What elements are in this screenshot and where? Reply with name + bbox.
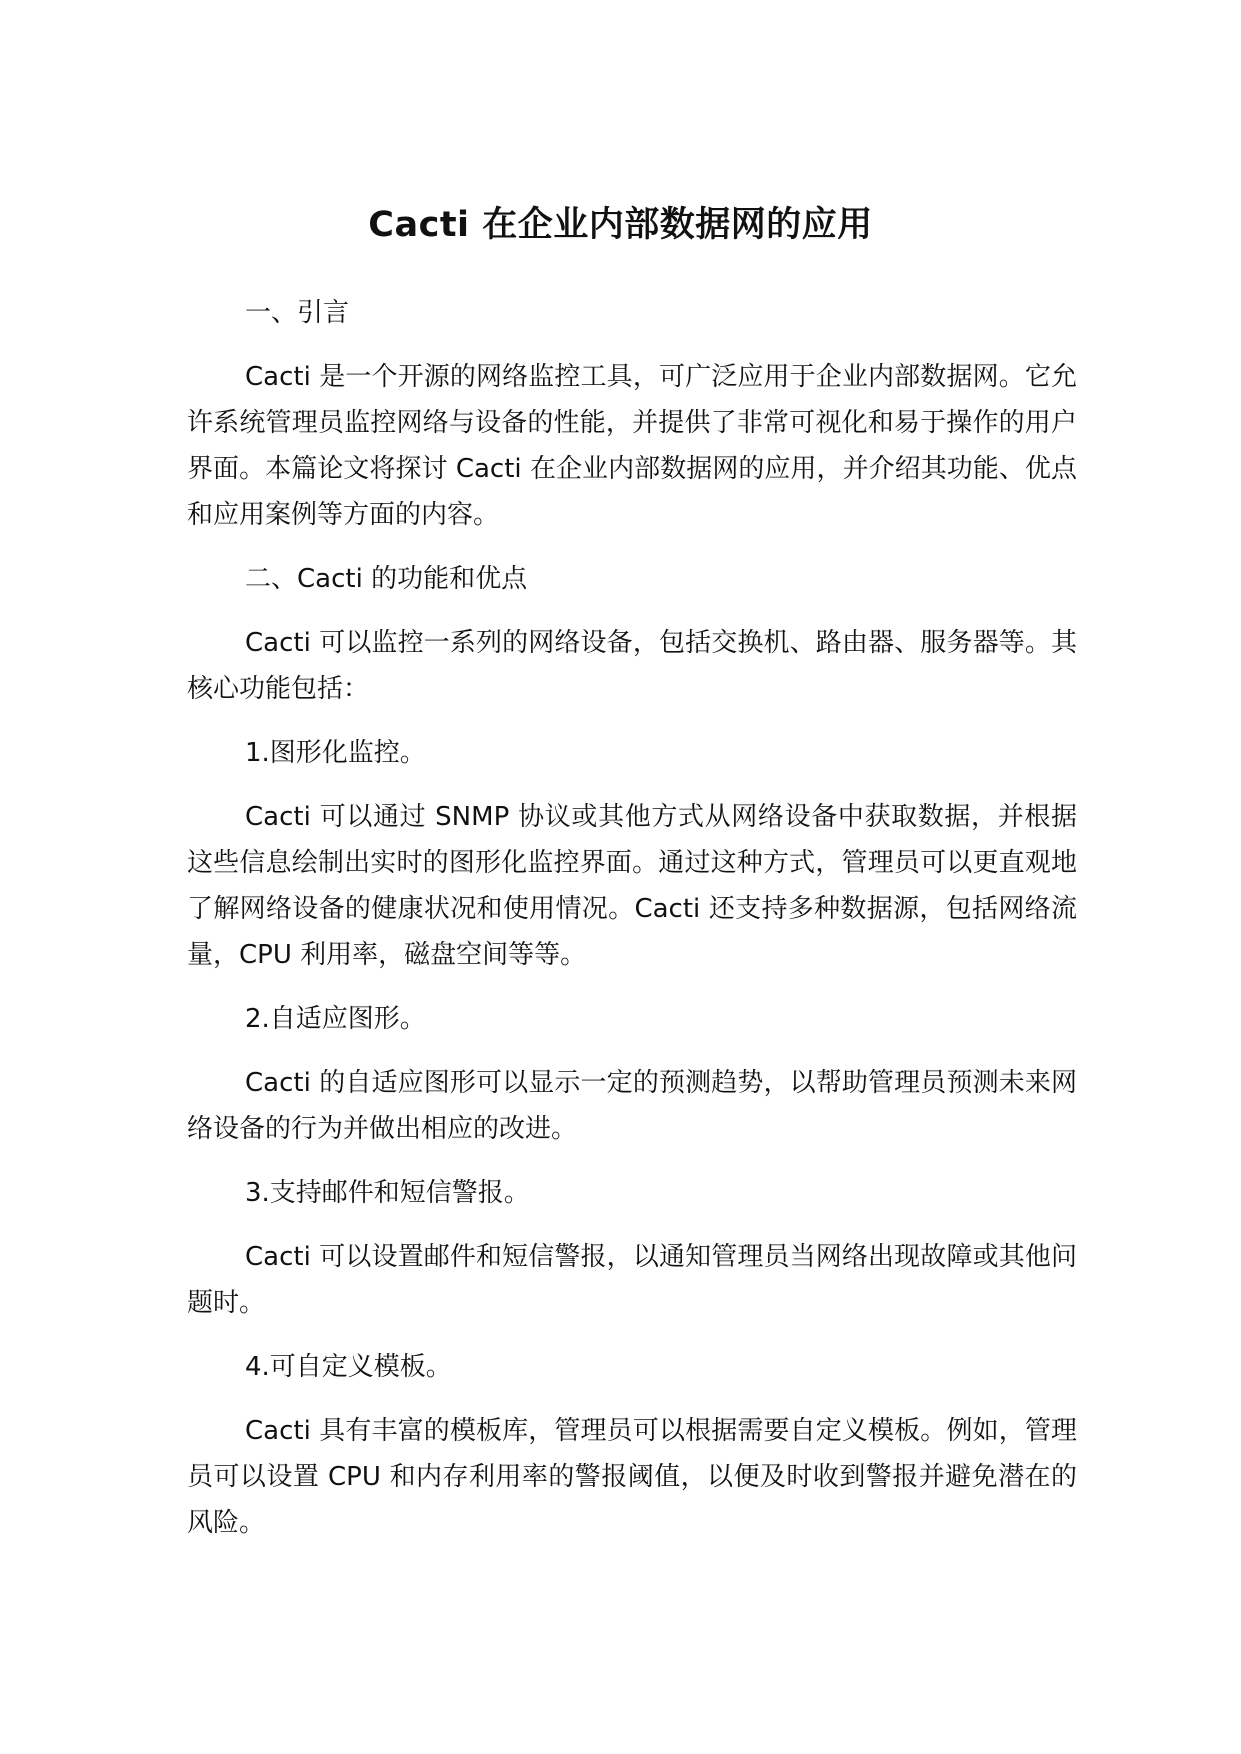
document-body	[187, 290, 1077, 1564]
paragraph-alerts: Cacti 可以设置邮件和短信警报，以通知管理员当网络出现故障或其他问题时。	[187, 1242, 1077, 1318]
feature-heading-graphical-monitoring: 1.图形化监控。	[245, 738, 426, 768]
feature-heading-alerts: 3.支持邮件和短信警报。	[245, 1178, 530, 1208]
feature-heading-adaptive-graphs: 2.自适应图形。	[245, 1004, 426, 1034]
section-heading-intro: 一、引言	[245, 298, 350, 328]
paragraph-adaptive-graphs: Cacti 的自适应图形可以显示一定的预测趋势，以帮助管理员预测未来网络设备的行为并做出相应的改进。	[187, 1068, 1077, 1144]
paragraph-templates: Cacti 具有丰富的模板库，管理员可以根据需要自定义模板。例如，管理员可以设置 CPU 和内存利用率的警报阈值，以便及时收到警报并避免潜在的风险。	[187, 1416, 1077, 1538]
section-heading-features: 二、Cacti 的功能和优点	[245, 564, 528, 594]
feature-heading-templates: 4.可自定义模板。	[245, 1352, 452, 1382]
paragraph-intro: Cacti 是一个开源的网络监控工具，可广泛应用于企业内部数据网。它允许系统管理员监控网络与设备的性能，并提供了非常可视化和易于操作的用户界面。本篇论文将探讨 Cacti 在企业内部数据网的应用，并介绍其功能、优点和应用案例等方面的内容。	[187, 362, 1077, 530]
paragraph-features-overview: Cacti 可以监控一系列的网络设备，包括交换机、路由器、服务器等。其核心功能包括：	[187, 628, 1077, 704]
document-title: Cacti 在企业内部数据网的应用	[368, 205, 873, 246]
paragraph-graphical-monitoring: Cacti 可以通过 SNMP 协议或其他方式从网络设备中获取数据，并根据这些信息绘制出实时的图形化监控界面。通过这种方式，管理员可以更直观地了解网络设备的健康状况和使用情况。Cacti 还支持多种数据源，包括网络流量，CPU 利用率，磁盘空间等等。	[187, 802, 1077, 970]
